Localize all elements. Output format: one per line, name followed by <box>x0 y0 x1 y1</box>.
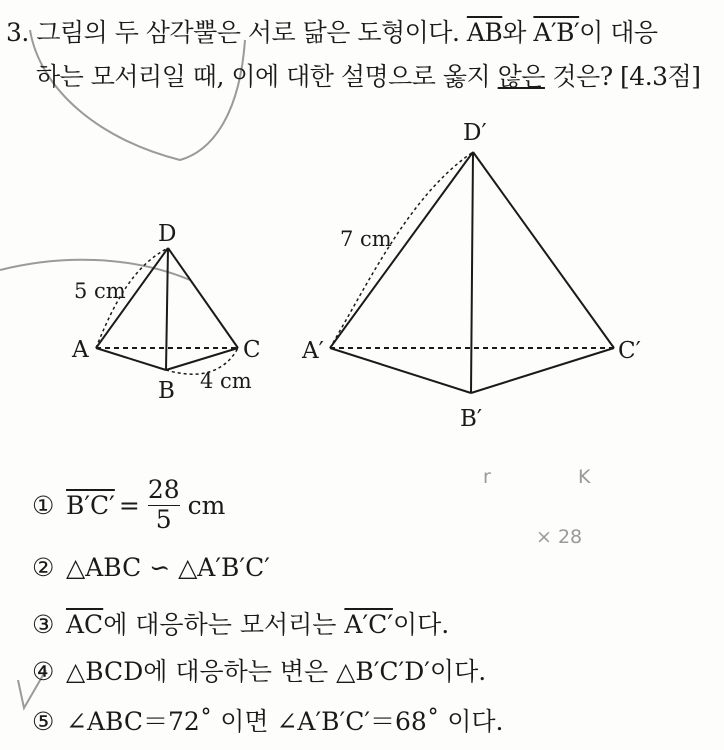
question-text: 이 대응 <box>579 18 658 47</box>
length-bc: 4 cm <box>200 369 252 393</box>
option-text: 이다. <box>392 610 450 639</box>
length-ad: 5 cm <box>74 279 126 303</box>
question-text: 그림의 두 삼각뿔은 서로 닮은 도형이다. <box>36 18 467 47</box>
unit: cm <box>187 490 226 520</box>
emphasis-not: 않은 <box>497 62 545 91</box>
label-b-prime: B′ <box>460 406 483 432</box>
fraction <box>148 476 180 535</box>
segment-apcp: A′C′ <box>344 610 393 639</box>
label-d-prime: D′ <box>463 120 487 146</box>
label-b: B <box>158 378 175 404</box>
segment-ab: $\overline{AB}$ <box>466 18 503 47</box>
length-apdp: 7 cm <box>340 227 392 251</box>
margin-mark: × 28 <box>536 526 583 548</box>
option-number: ④ <box>32 657 55 686</box>
question-text: 하는 모서리일 때, 이에 대한 설명으로 옳지 <box>36 62 498 91</box>
option-5 <box>32 702 504 738</box>
small-pyramid <box>96 248 238 374</box>
label-a-prime: A′ <box>302 338 324 364</box>
fraction-numerator: 28 <box>147 475 180 504</box>
option-2 <box>32 553 270 582</box>
option-4 <box>32 652 486 688</box>
option-3 <box>32 605 449 641</box>
question-text: 와 <box>502 18 534 47</box>
margin-mark: K <box>578 466 591 488</box>
option-number: ② <box>32 553 55 582</box>
option-text: ∠ABC＝72˚ 이면 ∠A′B′C′＝68˚ 이다. <box>66 707 504 736</box>
segment-ac: $\overline{AC}$ <box>66 610 104 639</box>
segment-bpcp: B′C′ <box>66 490 115 520</box>
fraction-denominator: 5 <box>155 504 172 534</box>
label-a: A <box>72 337 89 363</box>
label-c: C <box>243 337 261 363</box>
option-1 <box>32 476 225 535</box>
option-text: △BCD에 대응하는 변은 △B′C′D′이다. <box>66 657 487 686</box>
option-text: 에 대응하는 모서리는 <box>103 610 345 639</box>
option-number: ① <box>32 490 55 520</box>
segment-apbp: A′B′ <box>533 18 580 47</box>
question-text: 것은? [4.3점] <box>544 62 701 91</box>
question-number: 3. <box>6 18 29 47</box>
option-number: ③ <box>32 610 55 639</box>
option-text: △ABC ∽ △A′B′C′ <box>66 553 270 582</box>
label-d: D <box>158 221 177 247</box>
large-pyramid <box>330 152 614 393</box>
option-number: ⑤ <box>32 707 55 736</box>
equals-sign: = <box>118 490 140 520</box>
label-c-prime: C′ <box>618 338 641 364</box>
margin-mark: r <box>483 466 491 488</box>
